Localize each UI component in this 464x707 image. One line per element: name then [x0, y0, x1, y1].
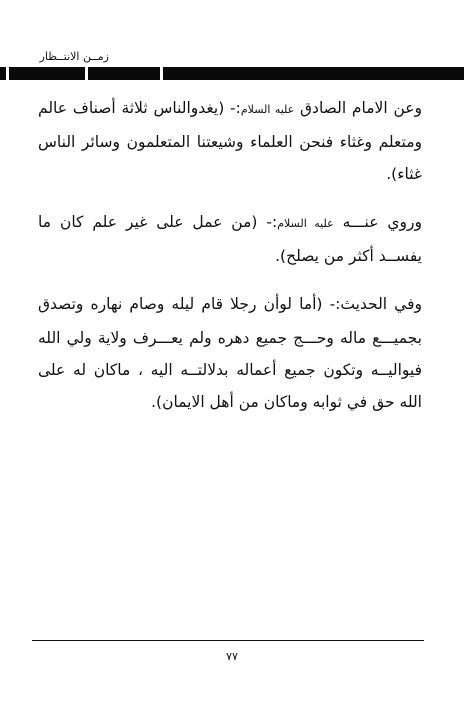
paragraph-sadiq-hadith	[38, 92, 422, 190]
header-bar-segment	[163, 67, 464, 80]
running-header: زمــن الانتــظار	[39, 50, 109, 63]
header-bar-segment	[0, 67, 6, 80]
body-text	[38, 92, 422, 434]
header-bar-segment	[88, 67, 160, 80]
paragraph-lead: وروي عنـــه	[333, 213, 422, 231]
header-bar	[0, 67, 464, 80]
paragraph-wilayah-hadith	[38, 288, 422, 418]
honorific: عليه السلام	[277, 217, 334, 230]
honorific: عليه السلام	[240, 103, 295, 116]
footer-rule	[32, 640, 424, 641]
paragraph-lead: وعن الامام الصادق	[294, 99, 423, 117]
page-number: ٧٧	[226, 650, 238, 663]
header-bar-segment	[9, 67, 85, 80]
paragraph-body: :- (من عمل على غير علم كان ما يفســد أكثر من يصلح).	[38, 213, 422, 265]
paragraph-knowledge-hadith	[38, 206, 422, 272]
paragraph-body: وفي الحديث:- (أما لوأن رجلا قام ليله وصام نهاره وتصدق بجميـــع ماله وحـــج جميع دهره ولم يعـــرف ولاية ولي الله فيواليــه وتكون جميع أعماله بدلالتــه اليه ، ماكان له على الله حق في ثوابه وماكان من أهل الايمان).	[38, 295, 422, 411]
paragraph-body: :- (يغدوالناس ثلاثة أصناف عالم ومتعلم وغثاء فنحن العلماء وشيعتنا المتعلمون وسائر الناس غثاء).	[38, 99, 422, 183]
